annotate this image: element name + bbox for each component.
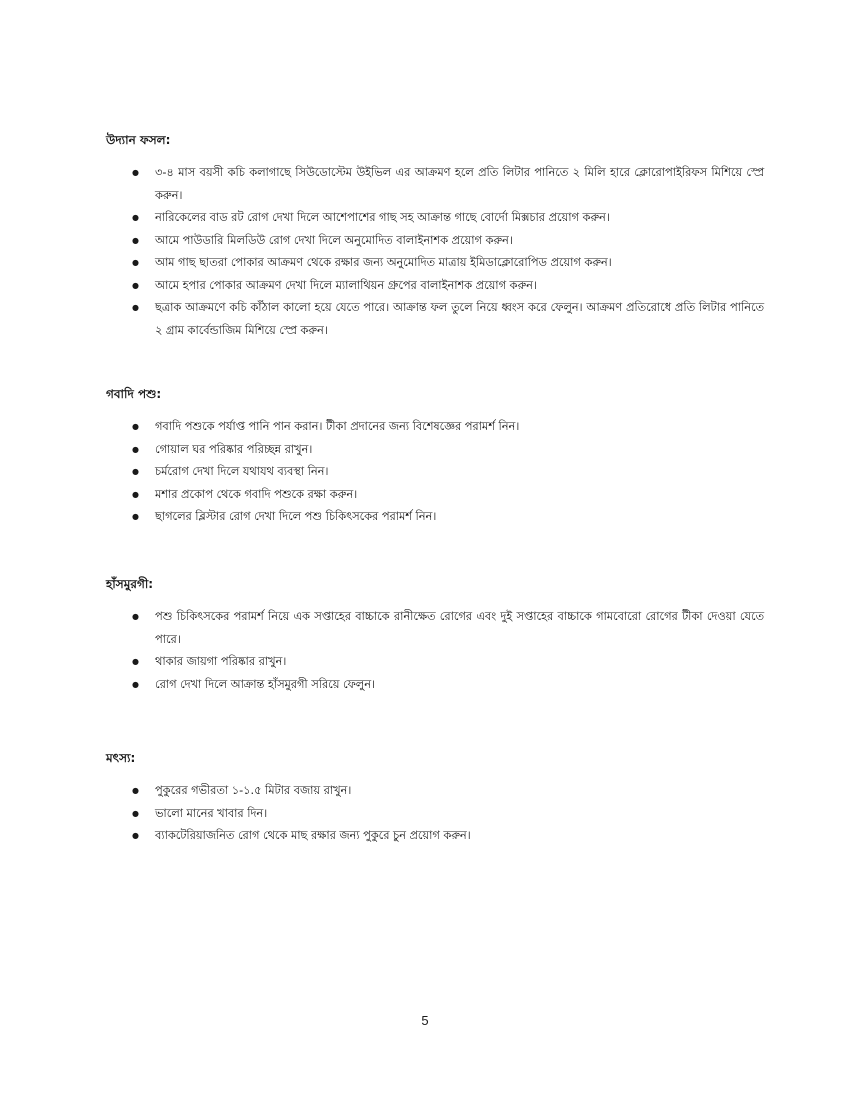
bullet-list (104, 416, 764, 529)
page-number: 5 (421, 1013, 429, 1028)
list-item: ● ভালো মানের খাবার দিন। (104, 803, 764, 826)
section-livestock (104, 386, 764, 529)
bullet-list (104, 606, 764, 696)
list-item: ● আমে হপার পোকার আক্রমণ দেখা দিলে ম্যালাথিয়ন গ্রুপের বালাইনাশক প্রয়োগ করুন। (104, 275, 764, 298)
list-item: ● আমে পাউডারি মিলডিউ রোগ দেখা দিলে অনুমোদিত বালাইনাশক প্রয়োগ করুন। (104, 230, 764, 253)
list-item: ● পুকুরের গভীরতা ১-১.৫ মিটার বজায় রাখুন। (104, 780, 764, 803)
section-heading: উদ্যান ফসল: (106, 133, 171, 147)
list-item: ● চর্মরোগ দেখা দিলে যথাযথ ব্যবস্থা নিন। (104, 461, 764, 484)
list-item: ● থাকার জায়গা পরিষ্কার রাখুন। (104, 651, 764, 674)
list-item: ● ব্যাকটেরিয়াজনিত রোগ থেকে মাছ রক্ষার জন্য পুকুরে চুন প্রয়োগ করুন। (104, 825, 764, 848)
list-item: ● ৩-৪ মাস বয়সী কচি কলাগাছে সিউডোস্টেম উইভিল এর আক্রমণ হলে প্রতি লিটার পানিতে ২ মিলি হারে ক্লোরোপাইরিফস মিশিয়ে স্প্রে করুন। (104, 162, 764, 207)
list-item: ● ছত্রাক আক্রমণে কচি কাঁঠাল কালো হয়ে যেতে পারে। আক্রান্ত ফল তুলে নিয়ে ধ্বংস করে ফেলুন। আক্রমণ প্রতিরোধে প্রতি লিটার পানিতে ২ গ্রাম কার্বেন্ডাজিম মিশিয়ে স্প্রে করুন। (104, 297, 764, 342)
list-item: ● রোগ দেখা দিলে আক্রান্ত হাঁসমুরগী সরিয়ে ফেলুন। (104, 674, 764, 697)
section-heading: হাঁসমুরগী: (106, 577, 154, 591)
section-heading: গবাদি পশু: (106, 387, 162, 401)
list-item: ● পশু চিকিৎসকের পরামর্শ নিয়ে এক সপ্তাহের বাচ্চাকে রানীক্ষেত রোগের এবং দুই সপ্তাহের বাচ্চাকে গামবোরো রোগের টীকা দেওয়া যেতে পারে। (104, 606, 764, 651)
list-item: ● ছাগলের ব্লিস্টার রোগ দেখা দিলে পশু চিকিৎসকের পরামর্শ নিন। (104, 506, 764, 529)
list-item: ● নারিকেলের বাড রট রোগ দেখা দিলে আশেপাশের গাছ সহ আক্রান্ত গাছে বোর্দো মিক্সচার প্রয়োগ করুন। (104, 207, 764, 230)
bullet-list (104, 162, 764, 342)
section-poultry (104, 576, 764, 696)
bullet-list (104, 780, 764, 848)
list-item: ● গবাদি পশুকে পর্যাপ্ত পানি পান করান। টীকা প্রদানের জন্য বিশেষজ্ঞের পরামর্শ নিন। (104, 416, 764, 439)
list-item: ● আম গাছ ছাতরা পোকার আক্রমণ থেকে রক্ষার জন্য অনুমোদিত মাত্রায় ইমিডাক্লোরোপিড প্রয়োগ করুন। (104, 252, 764, 275)
list-item: ● গোয়াল ঘর পরিষ্কার পরিচ্ছন্ন রাখুন। (104, 439, 764, 462)
section-fisheries (104, 750, 764, 848)
section-horticulture (104, 132, 764, 342)
list-item: ● মশার প্রকোপ থেকে গবাদি পশুকে রক্ষা করুন। (104, 484, 764, 507)
section-heading: মৎস্য: (106, 751, 136, 765)
